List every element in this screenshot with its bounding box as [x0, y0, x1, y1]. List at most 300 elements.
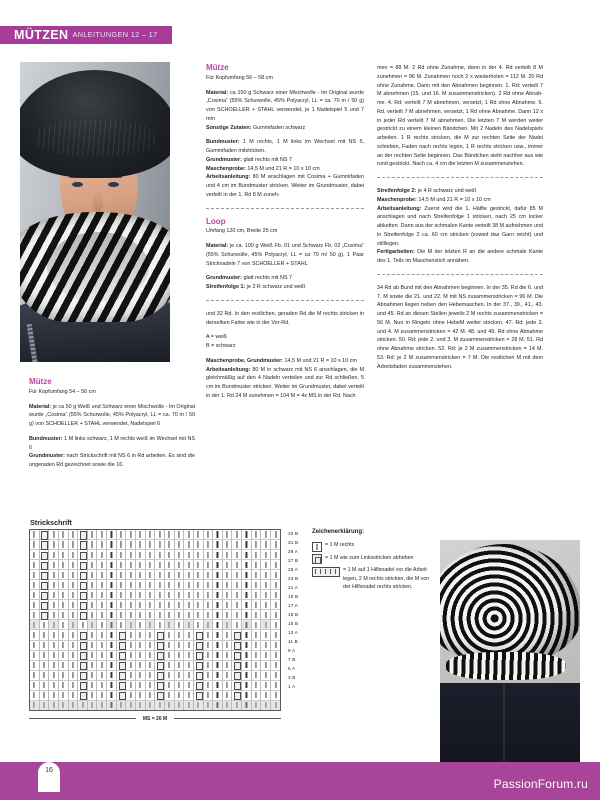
- chart-cell: [49, 570, 59, 580]
- chart-cell: [155, 580, 165, 590]
- chart-cell: [203, 550, 213, 560]
- chart-cell: [242, 640, 252, 650]
- chart-cell: [261, 640, 271, 650]
- chart-cell: [184, 670, 194, 680]
- chart-cell: [136, 640, 146, 650]
- chart-cell: [213, 530, 223, 540]
- beret-brim: [446, 652, 566, 680]
- chart-cell: [39, 680, 49, 690]
- chart-cell: [97, 570, 107, 580]
- chart-row: [30, 640, 280, 650]
- chart-cell: [107, 560, 117, 570]
- chart-cell: [58, 660, 68, 670]
- chart-cell: [87, 660, 97, 670]
- chart-cell: [193, 560, 203, 570]
- page-number: 16: [45, 767, 53, 774]
- chart-cell: [193, 680, 203, 690]
- chart-cell: [145, 690, 155, 700]
- chart-cell: [242, 680, 252, 690]
- chart-cell: [145, 600, 155, 610]
- chart-row: [30, 680, 280, 690]
- chart-cell: [193, 650, 203, 660]
- chart-cell: [184, 560, 194, 570]
- chart-cell: [126, 600, 136, 610]
- chart-cell: [49, 660, 59, 670]
- chart-title: Strickschrift: [30, 518, 72, 527]
- chart-row: [30, 620, 280, 630]
- chart-cell: [87, 700, 97, 710]
- chart-cell: [184, 620, 194, 630]
- chart-cell: [49, 600, 59, 610]
- chart-cell: [30, 670, 39, 680]
- chart-row: [30, 580, 280, 590]
- chart-cell: [78, 560, 88, 570]
- chart-cell: [184, 590, 194, 600]
- chart-cell: [213, 590, 223, 600]
- chart-cell: [213, 640, 223, 650]
- chart-row: [30, 660, 280, 670]
- section-subtitle-muetze2: Für Kopfumfang 54 – 56 cm: [29, 388, 96, 395]
- chart-cell: [136, 600, 146, 610]
- chart-cell: [39, 620, 49, 630]
- chart-row-label: 11 B: [288, 639, 298, 645]
- chart-cell: [136, 590, 146, 600]
- chart-cell: [116, 690, 126, 700]
- chart-cell: [68, 640, 78, 650]
- chart-cell: [261, 560, 271, 570]
- chart-cell: [251, 680, 261, 690]
- chart-cell: [174, 530, 184, 540]
- chart-cell: [203, 620, 213, 630]
- chart-cell: [193, 640, 203, 650]
- divider-2: [206, 300, 364, 301]
- chart-grid: [30, 530, 280, 710]
- chart-cell: [232, 570, 242, 580]
- chart-cell: [222, 610, 232, 620]
- divider-3: [377, 177, 543, 178]
- chart-cell: [107, 540, 117, 550]
- section-subtitle-muetze1: Für Kopfumfang 56 – 58 cm: [206, 74, 273, 81]
- chart-cell: [203, 670, 213, 680]
- chart-cell: [164, 560, 174, 570]
- chart-cell: [271, 570, 280, 580]
- chart-cell: [174, 670, 184, 680]
- chart-cell: [222, 550, 232, 560]
- chart-cell: [261, 530, 271, 540]
- chart-cell: [87, 600, 97, 610]
- chart-cell: [87, 630, 97, 640]
- chart-cell: [58, 650, 68, 660]
- chart-cell: [126, 680, 136, 690]
- chart-cell: [116, 640, 126, 650]
- zipper: [27, 324, 39, 362]
- text-column-3: [377, 64, 543, 371]
- chart-row-label: 9 A: [288, 648, 296, 654]
- legend-item-cable: [312, 566, 430, 591]
- chart-cell: [78, 700, 88, 710]
- legend-text-lift: = 1 M wie zum Linksstricken abheben: [325, 554, 414, 561]
- chart-cell: [97, 530, 107, 540]
- page-number-tab: [38, 762, 60, 792]
- chart-cell: [261, 550, 271, 560]
- chart-cell: [261, 660, 271, 670]
- chart-cell: [126, 570, 136, 580]
- chart-cell: [232, 680, 242, 690]
- chart-cell: [87, 590, 97, 600]
- chart-cell: [155, 650, 165, 660]
- chart-cell: [58, 640, 68, 650]
- chart-cell: [136, 610, 146, 620]
- chart-row: [30, 670, 280, 680]
- chart-cell: [136, 560, 146, 570]
- chart-cell: [39, 640, 49, 650]
- chart-cell: [203, 690, 213, 700]
- chart-cell: [242, 540, 252, 550]
- chart-cell: [145, 540, 155, 550]
- chart-cell: [174, 700, 184, 710]
- chart-cell: [193, 670, 203, 680]
- chart-cell: [58, 610, 68, 620]
- chart-cell: [30, 690, 39, 700]
- chart-cell: [184, 600, 194, 610]
- chart-cell: [97, 610, 107, 620]
- chart-cell: [261, 540, 271, 550]
- chart-cell: [68, 650, 78, 660]
- chart-cell: [87, 530, 97, 540]
- chart-cell: [78, 550, 88, 560]
- chart-cell: [116, 590, 126, 600]
- chart-cell: [30, 580, 39, 590]
- chart-cell: [271, 690, 280, 700]
- chart-cell: [136, 670, 146, 680]
- chart-cell: [97, 640, 107, 650]
- chart-cell: [203, 540, 213, 550]
- chart-cell: [107, 660, 117, 670]
- chart-cell: [251, 570, 261, 580]
- chart-cell: [232, 660, 242, 670]
- text-column-1: [29, 378, 195, 470]
- chart-cell: [116, 560, 126, 570]
- chart-cell: [232, 600, 242, 610]
- chart-cell: [126, 610, 136, 620]
- chart-cell: [261, 610, 271, 620]
- chart-row: [30, 700, 280, 710]
- chart-cell: [97, 550, 107, 560]
- chart-cell: [164, 600, 174, 610]
- chart-cell: [68, 590, 78, 600]
- chart-ms-measure: [29, 712, 281, 726]
- chart-cell: [30, 590, 39, 600]
- chart-cell: [87, 620, 97, 630]
- chart-cell: [30, 650, 39, 660]
- chart-cell: [116, 630, 126, 640]
- chart-cell: [145, 650, 155, 660]
- chart-cell: [97, 540, 107, 550]
- chart-cell: [136, 660, 146, 670]
- chart-cell: [126, 540, 136, 550]
- chart-cell: [39, 650, 49, 660]
- legend-text-knit: = 1 M rechts: [325, 542, 355, 549]
- chart-cell: [145, 630, 155, 640]
- chart-cell: [232, 610, 242, 620]
- chart-cell: [126, 690, 136, 700]
- chart-cell: [30, 610, 39, 620]
- chart-cell: [78, 580, 88, 590]
- chart-cell: [145, 530, 155, 540]
- chart-cell: [193, 600, 203, 610]
- chart-cell: [155, 690, 165, 700]
- chart-cell: [193, 540, 203, 550]
- zeichenerklaerung-legend: [312, 528, 430, 593]
- chart-cell: [164, 670, 174, 680]
- chart-cell: [68, 560, 78, 570]
- divider-1: [206, 208, 364, 209]
- section-title-loop: Loop: [206, 216, 226, 226]
- chart-cell: [213, 600, 223, 610]
- chart-cell: [232, 630, 242, 640]
- chart-cell: [78, 590, 88, 600]
- chart-cell: [68, 580, 78, 590]
- chart-cell: [213, 700, 223, 710]
- chart-cell: [97, 580, 107, 590]
- chart-cell: [68, 620, 78, 630]
- chart-cell: [164, 650, 174, 660]
- chart-cell: [30, 660, 39, 670]
- chart-cell: [116, 530, 126, 540]
- chart-cell: [155, 670, 165, 680]
- chart-cell: [193, 580, 203, 590]
- chart-cell: [213, 560, 223, 570]
- chart-cell: [242, 580, 252, 590]
- chart-cell: [155, 590, 165, 600]
- chart-cell: [261, 600, 271, 610]
- chart-cell: [136, 620, 146, 630]
- chart-cell: [39, 700, 49, 710]
- chart-cell: [107, 600, 117, 610]
- chart-cell: [116, 570, 126, 580]
- chart-cell: [39, 580, 49, 590]
- chart-cell: [242, 600, 252, 610]
- ms-label: MS = 26 M: [142, 715, 168, 722]
- chart-cell: [271, 650, 280, 660]
- chart-cell: [126, 580, 136, 590]
- chart-cell: [251, 700, 261, 710]
- chart-cell: [261, 580, 271, 590]
- chart-cell: [97, 650, 107, 660]
- chart-cell: [145, 560, 155, 570]
- chart-cell: [193, 530, 203, 540]
- chart-cell: [126, 550, 136, 560]
- legend-title: Zeichenerklärung:: [312, 529, 365, 535]
- chart-cell: [87, 680, 97, 690]
- ms-line-right: [174, 718, 281, 719]
- chart-cell: [174, 550, 184, 560]
- chart-cell: [107, 580, 117, 590]
- chart-cell: [58, 580, 68, 590]
- chart-cell: [97, 660, 107, 670]
- col2-continued-text2: Maschenprobe, Grundmuster: 14,5 M und 21 R = 10 x 10 cm Arbeitsanleitung: 80 M in schwarz mit NS 6 anschlagen, die M gleichmäßig auf den 4 Nadeln verteilen und zur Rd schließen. 5 cm im Bundmuster stricken. Weiter im Grundmuster, dabei verteilt in der 1. Rd 24 M zunehmen = 104 M = 4x MS in der Rd. Nach: [206, 357, 364, 399]
- chart-row-label: 25 A: [288, 566, 298, 572]
- chart-cell: [271, 660, 280, 670]
- chart-cell: [261, 680, 271, 690]
- chart-cell: [222, 580, 232, 590]
- chart-cell: [213, 580, 223, 590]
- chart-cell: [174, 650, 184, 660]
- chart-cell: [49, 540, 59, 550]
- chart-cell: [126, 700, 136, 710]
- chart-cell: [78, 620, 88, 630]
- chart-cell: [271, 620, 280, 630]
- chart-cell: [49, 610, 59, 620]
- chart-cell: [30, 620, 39, 630]
- chart-cell: [203, 650, 213, 660]
- chart-cell: [107, 630, 117, 640]
- chart-cell: [30, 630, 39, 640]
- chart-cell: [184, 530, 194, 540]
- chart-cell: [68, 660, 78, 670]
- chart-row-label: 7 B: [288, 657, 296, 663]
- section-subtitle-loop: Umfang 120 cm, Breite 25 cm: [206, 228, 278, 235]
- chart-cell: [126, 560, 136, 570]
- chart-cell: [193, 550, 203, 560]
- chart-cell: [97, 620, 107, 630]
- chart-row: [30, 560, 280, 570]
- chart-cell: [107, 530, 117, 540]
- chart-cell: [203, 680, 213, 690]
- chart-cell: [271, 670, 280, 680]
- chart-cell: [97, 560, 107, 570]
- chart-cell: [222, 590, 232, 600]
- chart-cell: [251, 650, 261, 660]
- chart-cell: [232, 580, 242, 590]
- chart-cell: [242, 570, 252, 580]
- chart-cell: [58, 590, 68, 600]
- chart-cell: [39, 660, 49, 670]
- chart-row-label: 29 A: [288, 548, 298, 554]
- chart-cell: [261, 590, 271, 600]
- chart-cell: [251, 580, 261, 590]
- col2-continued-text1: und 32 Rd. In den restlichen, geraden Rd die M rechts stricken in derselben Farbe wie in der Vor-Rd.: [206, 310, 364, 326]
- chart-row-label: 17 A: [288, 603, 298, 608]
- chart-cell: [30, 640, 39, 650]
- chart-cell: [49, 640, 59, 650]
- chart-cell: [97, 630, 107, 640]
- chart-cell: [232, 550, 242, 560]
- chart-cell: [174, 640, 184, 650]
- chart-cell: [271, 540, 280, 550]
- legend-text-cable: = 1 M auf 1 Hilfsnadel vor die Arbeit legen, 2 M rechts stricken, die M von der Hilfsnadel rechts stricken.: [343, 567, 430, 590]
- chart-cell: [203, 700, 213, 710]
- chart-cell: [49, 630, 59, 640]
- chart-cell: [39, 600, 49, 610]
- chart-cell: [68, 550, 78, 560]
- chart-cell: [155, 680, 165, 690]
- chart-cell: [213, 690, 223, 700]
- chart-cell: [49, 670, 59, 680]
- chart-cell: [107, 680, 117, 690]
- chart-cell: [193, 620, 203, 630]
- chart-cell: [184, 570, 194, 580]
- chart-cell: [58, 570, 68, 580]
- chart-cell: [242, 660, 252, 670]
- chart-cell: [49, 700, 59, 710]
- chart-cell: [58, 630, 68, 640]
- chart-cell: [213, 670, 223, 680]
- chart-cell: [155, 610, 165, 620]
- chart-cell: [251, 550, 261, 560]
- chart-cell: [58, 670, 68, 680]
- chart-cell: [213, 570, 223, 580]
- chart-cell: [203, 600, 213, 610]
- chart-cell: [107, 550, 117, 560]
- chart-cell: [164, 680, 174, 690]
- chart-cell: [251, 560, 261, 570]
- chart-cell: [232, 650, 242, 660]
- chart-cell: [116, 550, 126, 560]
- chart-cell: [87, 640, 97, 650]
- chart-cell: [136, 680, 146, 690]
- chart-cell: [174, 630, 184, 640]
- chart-cell: [193, 690, 203, 700]
- chart-cell: [251, 530, 261, 540]
- chart-cell: [213, 540, 223, 550]
- footer-band: [0, 762, 600, 800]
- chart-cell: [30, 530, 39, 540]
- chart-cell: [232, 700, 242, 710]
- chart-cell: [30, 570, 39, 580]
- chart-row-label: 21 A: [288, 584, 298, 590]
- chart-cell: [193, 700, 203, 710]
- muetze2-material: Material: je ca 50 g Weiß und Schwarz einer Mischwolle - Im Original wurde „Cosima“ (55% Schurwolle, 45% Polyacryl, LL = ca. 70 m / 50 g) von SCHOELLER + STAHL verwendet, Nadelspiel 6: [29, 403, 195, 428]
- chart-row: [30, 530, 280, 540]
- chart-cell: [222, 540, 232, 550]
- chart-cell: [136, 570, 146, 580]
- legend-item-lift: [312, 554, 430, 565]
- chart-cell: [39, 550, 49, 560]
- chart-cell: [222, 620, 232, 630]
- chart-cell: [49, 620, 59, 630]
- chart-cell: [261, 650, 271, 660]
- ms-line-left: [29, 718, 136, 719]
- chart-cell: [107, 570, 117, 580]
- chart-cell: [184, 700, 194, 710]
- chart-cell: [58, 690, 68, 700]
- chart-cell: [87, 560, 97, 570]
- chart-cell: [193, 630, 203, 640]
- chart-cell: [155, 700, 165, 710]
- chart-cell: [155, 530, 165, 540]
- chart-cell: [39, 610, 49, 620]
- chart-cell: [107, 700, 117, 710]
- chart-row-label: 3 B: [288, 675, 296, 681]
- chart-cell: [136, 580, 146, 590]
- loop-material: Material: je ca. 100 g Weiß Fb. 01 und Schwarz Fb. 02 „Cosima“ (55% Schurwolle, 45% Polyacryl, LL = ca 70 m/ 50 g), 1 Paar Stricknadeln 7 von SCHOELLER + STAHL: [206, 243, 364, 267]
- chart-cell: [213, 650, 223, 660]
- chart-cell: [203, 560, 213, 570]
- chart-cell: [30, 680, 39, 690]
- chart-cell: [136, 630, 146, 640]
- col3-text-top: men = 88 M. 2 Rd ohne Zunahme, dann in der 4. Rd verteilt 8 M zunehmen = 96 M. Zunahmen noch 2 x wiederholen = 112 M. 20 Rd ohne Zunahme. Dann mit den Abnahmen beginnen. 1. Rd: verteilt 7 M abnehmen (15. und 16. M zusammenstricken). 2 Rd ohne Abnahme. 4. Rd: verteilt 7 M abnehmen, versetzt, 1 Rd ohne Abnahme. 6. Rd. verteilt 7 M abnehmen, versetzt, 1 Rd ohne Abnahme. Dann 12 x in jeder Rd verteilt 7 M abnehmen. Die letzten 7 M werden weiter gestrickt zu einem kleinen Bändchen. Mit 2 Nadeln des Nadelspiels arbeiten. 1 R rechts stricken, die M zur rechten Seite der Nadel schieben, Faden nach rechts legen, 1 R rechts stricken usw., immer an der rechten Seite beginnen. Das Bändchen sieht nachher aus wie rund gestrickt. Nach ca. 4 cm die letzten M zusammenziehen.: [377, 65, 543, 168]
- chart-cell: [164, 550, 174, 560]
- chart-cell: [126, 630, 136, 640]
- chart-cell: [78, 630, 88, 640]
- chart-cell: [222, 680, 232, 690]
- chart-cell: [78, 650, 88, 660]
- chart-cell: [203, 610, 213, 620]
- chart-cell: [68, 600, 78, 610]
- chart-cell: [164, 660, 174, 670]
- chart-cell: [242, 590, 252, 600]
